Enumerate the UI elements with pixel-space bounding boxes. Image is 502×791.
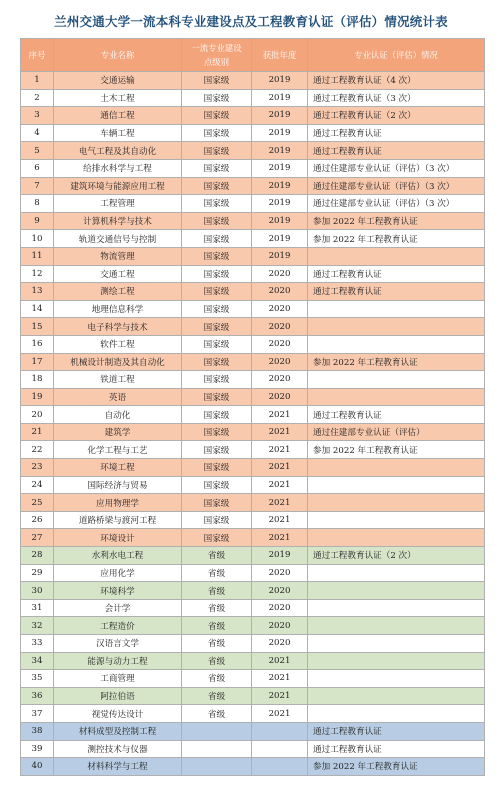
cell-no: 10 bbox=[21, 230, 54, 248]
cell-year: 2019 bbox=[252, 212, 308, 230]
cell-certification bbox=[308, 617, 485, 635]
cell-major-name: 建筑环境与能源应用工程 bbox=[54, 177, 182, 195]
cell-level bbox=[182, 722, 252, 740]
table-body bbox=[21, 72, 485, 776]
cell-major-name: 工程管理 bbox=[54, 195, 182, 213]
table-row bbox=[21, 705, 485, 723]
cell-level: 国家级 bbox=[182, 318, 252, 336]
cell-year: 2020 bbox=[252, 599, 308, 617]
cell-level: 国家级 bbox=[182, 212, 252, 230]
cell-certification: 参加 2022 年工程教育认证 bbox=[308, 230, 485, 248]
majors-table bbox=[20, 38, 485, 776]
cell-year: 2021 bbox=[252, 459, 308, 477]
cell-major-name: 机械设计制造及其自动化 bbox=[54, 353, 182, 371]
cell-year: 2021 bbox=[252, 652, 308, 670]
cell-certification: 参加 2022 年工程教育认证 bbox=[308, 441, 485, 459]
cell-no: 35 bbox=[21, 670, 54, 688]
cell-no: 2 bbox=[21, 89, 54, 107]
cell-certification bbox=[308, 652, 485, 670]
cell-year: 2021 bbox=[252, 406, 308, 424]
table-row bbox=[21, 547, 485, 565]
cell-certification: 通过工程教育认证 bbox=[308, 740, 485, 758]
table-row bbox=[21, 423, 485, 441]
cell-certification: 通过住建部专业认证（评估）（3 次） bbox=[308, 177, 485, 195]
cell-no: 16 bbox=[21, 335, 54, 353]
cell-level: 省级 bbox=[182, 599, 252, 617]
cell-no: 23 bbox=[21, 459, 54, 477]
cell-level: 国家级 bbox=[182, 124, 252, 142]
cell-major-name: 土木工程 bbox=[54, 89, 182, 107]
cell-no: 38 bbox=[21, 722, 54, 740]
cell-level: 省级 bbox=[182, 564, 252, 582]
cell-major-name: 材料科学与工程 bbox=[54, 758, 182, 776]
cell-level: 省级 bbox=[182, 547, 252, 565]
cell-level: 国家级 bbox=[182, 247, 252, 265]
cell-major-name: 计算机科学与技术 bbox=[54, 212, 182, 230]
cell-certification bbox=[308, 335, 485, 353]
cell-major-name: 交通运输 bbox=[54, 72, 182, 90]
cell-no: 37 bbox=[21, 705, 54, 723]
cell-level: 国家级 bbox=[182, 159, 252, 177]
table-row bbox=[21, 335, 485, 353]
cell-year: 2020 bbox=[252, 335, 308, 353]
cell-major-name: 水利水电工程 bbox=[54, 547, 182, 565]
cell-certification: 参加 2022 年工程教育认证 bbox=[308, 758, 485, 776]
cell-no: 33 bbox=[21, 635, 54, 653]
cell-no: 39 bbox=[21, 740, 54, 758]
cell-certification: 通过住建部专业认证（评估）（3 次） bbox=[308, 195, 485, 213]
table-row bbox=[21, 159, 485, 177]
table-row bbox=[21, 142, 485, 160]
cell-level: 国家级 bbox=[182, 441, 252, 459]
cell-no: 36 bbox=[21, 687, 54, 705]
cell-year: 2021 bbox=[252, 529, 308, 547]
cell-level: 国家级 bbox=[182, 230, 252, 248]
cell-major-name: 铁道工程 bbox=[54, 371, 182, 389]
cell-major-name: 建筑学 bbox=[54, 423, 182, 441]
cell-level: 国家级 bbox=[182, 423, 252, 441]
cell-major-name: 汉语言文学 bbox=[54, 635, 182, 653]
table-row bbox=[21, 124, 485, 142]
cell-no: 24 bbox=[21, 476, 54, 494]
cell-year: 2019 bbox=[252, 247, 308, 265]
cell-year: 2020 bbox=[252, 265, 308, 283]
table-row bbox=[21, 599, 485, 617]
cell-year: 2019 bbox=[252, 230, 308, 248]
header-name: 专业名称 bbox=[54, 39, 182, 72]
cell-level bbox=[182, 740, 252, 758]
cell-major-name: 环境设计 bbox=[54, 529, 182, 547]
cell-no: 4 bbox=[21, 124, 54, 142]
cell-major-name: 英语 bbox=[54, 388, 182, 406]
cell-no: 18 bbox=[21, 371, 54, 389]
table-row bbox=[21, 265, 485, 283]
cell-certification bbox=[308, 371, 485, 389]
table-row bbox=[21, 247, 485, 265]
cell-level: 国家级 bbox=[182, 511, 252, 529]
cell-level: 省级 bbox=[182, 582, 252, 600]
cell-level: 国家级 bbox=[182, 72, 252, 90]
cell-certification: 通过工程教育认证（2 次） bbox=[308, 107, 485, 125]
cell-no: 29 bbox=[21, 564, 54, 582]
cell-certification bbox=[308, 247, 485, 265]
cell-level: 省级 bbox=[182, 705, 252, 723]
cell-level: 国家级 bbox=[182, 300, 252, 318]
table-header bbox=[21, 39, 485, 72]
cell-certification bbox=[308, 529, 485, 547]
cell-year: 2021 bbox=[252, 705, 308, 723]
cell-certification: 通过住建部专业认证（评估） bbox=[308, 423, 485, 441]
table-row bbox=[21, 107, 485, 125]
cell-certification bbox=[308, 300, 485, 318]
header-year: 获批年度 bbox=[252, 39, 308, 72]
cell-certification bbox=[308, 511, 485, 529]
cell-year: 2020 bbox=[252, 617, 308, 635]
cell-year: 2020 bbox=[252, 635, 308, 653]
cell-year: 2021 bbox=[252, 670, 308, 688]
cell-major-name: 给排水科学与工程 bbox=[54, 159, 182, 177]
cell-no: 31 bbox=[21, 599, 54, 617]
cell-level: 国家级 bbox=[182, 89, 252, 107]
cell-major-name: 地理信息科学 bbox=[54, 300, 182, 318]
table-row bbox=[21, 511, 485, 529]
cell-major-name: 应用化学 bbox=[54, 564, 182, 582]
cell-major-name: 工程造价 bbox=[54, 617, 182, 635]
cell-no: 40 bbox=[21, 758, 54, 776]
cell-year: 2020 bbox=[252, 353, 308, 371]
table-row bbox=[21, 318, 485, 336]
table-row bbox=[21, 406, 485, 424]
table-row bbox=[21, 371, 485, 389]
cell-year bbox=[252, 722, 308, 740]
cell-major-name: 工商管理 bbox=[54, 670, 182, 688]
cell-no: 13 bbox=[21, 283, 54, 301]
cell-major-name: 国际经济与贸易 bbox=[54, 476, 182, 494]
cell-certification: 通过工程教育认证 bbox=[308, 406, 485, 424]
header-no: 序号 bbox=[21, 39, 54, 72]
cell-certification: 通过住建部专业认证（评估）（3 次） bbox=[308, 159, 485, 177]
cell-no: 30 bbox=[21, 582, 54, 600]
table-row bbox=[21, 72, 485, 90]
cell-certification bbox=[308, 459, 485, 477]
cell-major-name: 应用物理学 bbox=[54, 494, 182, 512]
table-row bbox=[21, 652, 485, 670]
cell-level: 省级 bbox=[182, 635, 252, 653]
cell-certification bbox=[308, 494, 485, 512]
cell-certification: 通过工程教育认证（2 次） bbox=[308, 547, 485, 565]
cell-no: 26 bbox=[21, 511, 54, 529]
cell-no: 9 bbox=[21, 212, 54, 230]
cell-major-name: 能源与动力工程 bbox=[54, 652, 182, 670]
cell-major-name: 环境工程 bbox=[54, 459, 182, 477]
cell-level bbox=[182, 758, 252, 776]
cell-major-name: 电气工程及其自动化 bbox=[54, 142, 182, 160]
cell-major-name: 物流管理 bbox=[54, 247, 182, 265]
cell-certification: 通过工程教育认证 bbox=[308, 722, 485, 740]
header-level-line2: 点级别 bbox=[203, 57, 230, 67]
cell-major-name: 视觉传达设计 bbox=[54, 705, 182, 723]
cell-certification bbox=[308, 599, 485, 617]
table-row bbox=[21, 722, 485, 740]
cell-year: 2020 bbox=[252, 371, 308, 389]
cell-major-name: 化学工程与工艺 bbox=[54, 441, 182, 459]
table-row bbox=[21, 230, 485, 248]
cell-no: 5 bbox=[21, 142, 54, 160]
cell-certification: 通过工程教育认证 bbox=[308, 142, 485, 160]
cell-major-name: 软件工程 bbox=[54, 335, 182, 353]
cell-certification: 通过工程教育认证 bbox=[308, 265, 485, 283]
cell-level: 国家级 bbox=[182, 406, 252, 424]
cell-level: 国家级 bbox=[182, 177, 252, 195]
cell-certification: 参加 2022 年工程教育认证 bbox=[308, 353, 485, 371]
cell-year: 2020 bbox=[252, 582, 308, 600]
cell-certification: 通过工程教育认证 bbox=[308, 124, 485, 142]
cell-certification: 通过工程教育认证（4 次） bbox=[308, 72, 485, 90]
cell-level: 国家级 bbox=[182, 142, 252, 160]
cell-year: 2020 bbox=[252, 318, 308, 336]
cell-year: 2019 bbox=[252, 124, 308, 142]
cell-level: 省级 bbox=[182, 617, 252, 635]
cell-no: 34 bbox=[21, 652, 54, 670]
cell-level: 省级 bbox=[182, 670, 252, 688]
header-level-line1: 一流专业建设 bbox=[191, 43, 242, 53]
table-row bbox=[21, 564, 485, 582]
cell-certification bbox=[308, 705, 485, 723]
table-row bbox=[21, 441, 485, 459]
cell-level: 国家级 bbox=[182, 195, 252, 213]
cell-level: 国家级 bbox=[182, 371, 252, 389]
cell-major-name: 材料成型及控制工程 bbox=[54, 722, 182, 740]
cell-year: 2021 bbox=[252, 476, 308, 494]
cell-major-name: 轨道交通信号与控制 bbox=[54, 230, 182, 248]
cell-year: 2019 bbox=[252, 142, 308, 160]
table-row bbox=[21, 687, 485, 705]
table-row bbox=[21, 353, 485, 371]
table-row bbox=[21, 476, 485, 494]
cell-major-name: 自动化 bbox=[54, 406, 182, 424]
cell-no: 25 bbox=[21, 494, 54, 512]
cell-certification bbox=[308, 564, 485, 582]
cell-certification bbox=[308, 476, 485, 494]
cell-certification bbox=[308, 318, 485, 336]
table-row bbox=[21, 758, 485, 776]
cell-certification bbox=[308, 670, 485, 688]
cell-no: 21 bbox=[21, 423, 54, 441]
cell-level: 国家级 bbox=[182, 107, 252, 125]
cell-no: 22 bbox=[21, 441, 54, 459]
cell-year bbox=[252, 740, 308, 758]
cell-level: 国家级 bbox=[182, 388, 252, 406]
cell-level: 国家级 bbox=[182, 494, 252, 512]
table-row bbox=[21, 494, 485, 512]
cell-year: 2021 bbox=[252, 511, 308, 529]
cell-year: 2020 bbox=[252, 388, 308, 406]
cell-major-name: 会计学 bbox=[54, 599, 182, 617]
cell-year: 2019 bbox=[252, 159, 308, 177]
table-row bbox=[21, 388, 485, 406]
cell-level: 国家级 bbox=[182, 283, 252, 301]
cell-year: 2019 bbox=[252, 177, 308, 195]
cell-year: 2019 bbox=[252, 89, 308, 107]
cell-no: 27 bbox=[21, 529, 54, 547]
cell-level: 国家级 bbox=[182, 353, 252, 371]
cell-no: 15 bbox=[21, 318, 54, 336]
cell-level: 国家级 bbox=[182, 459, 252, 477]
cell-major-name: 车辆工程 bbox=[54, 124, 182, 142]
header-row bbox=[21, 39, 485, 72]
cell-year: 2019 bbox=[252, 72, 308, 90]
cell-level: 国家级 bbox=[182, 529, 252, 547]
cell-year: 2021 bbox=[252, 423, 308, 441]
cell-major-name: 交通工程 bbox=[54, 265, 182, 283]
cell-no: 1 bbox=[21, 72, 54, 90]
cell-major-name: 环境科学 bbox=[54, 582, 182, 600]
cell-year: 2021 bbox=[252, 441, 308, 459]
cell-certification: 参加 2022 年工程教育认证 bbox=[308, 212, 485, 230]
cell-year: 2021 bbox=[252, 494, 308, 512]
cell-level: 国家级 bbox=[182, 335, 252, 353]
cell-level: 省级 bbox=[182, 652, 252, 670]
table-row bbox=[21, 670, 485, 688]
cell-year: 2019 bbox=[252, 107, 308, 125]
cell-year: 2019 bbox=[252, 547, 308, 565]
cell-major-name: 测绘工程 bbox=[54, 283, 182, 301]
cell-year: 2020 bbox=[252, 300, 308, 318]
table-row bbox=[21, 300, 485, 318]
cell-certification bbox=[308, 388, 485, 406]
cell-certification: 通过工程教育认证（3 次） bbox=[308, 89, 485, 107]
page-title: 兰州交通大学一流本科专业建设点及工程教育认证（评估）情况统计表 bbox=[54, 14, 448, 29]
table-row bbox=[21, 617, 485, 635]
cell-certification bbox=[308, 582, 485, 600]
cell-major-name: 电子科学与技术 bbox=[54, 318, 182, 336]
cell-year: 2020 bbox=[252, 283, 308, 301]
cell-major-name: 阿拉伯语 bbox=[54, 687, 182, 705]
table-row bbox=[21, 283, 485, 301]
cell-year bbox=[252, 758, 308, 776]
table-row bbox=[21, 529, 485, 547]
cell-no: 12 bbox=[21, 265, 54, 283]
cell-level: 国家级 bbox=[182, 265, 252, 283]
cell-no: 14 bbox=[21, 300, 54, 318]
cell-no: 19 bbox=[21, 388, 54, 406]
cell-no: 3 bbox=[21, 107, 54, 125]
table-row bbox=[21, 582, 485, 600]
cell-no: 8 bbox=[21, 195, 54, 213]
cell-no: 7 bbox=[21, 177, 54, 195]
table-row bbox=[21, 459, 485, 477]
cell-no: 28 bbox=[21, 547, 54, 565]
cell-no: 32 bbox=[21, 617, 54, 635]
cell-no: 17 bbox=[21, 353, 54, 371]
cell-no: 20 bbox=[21, 406, 54, 424]
table-row bbox=[21, 212, 485, 230]
cell-year: 2019 bbox=[252, 195, 308, 213]
cell-certification bbox=[308, 687, 485, 705]
cell-year: 2020 bbox=[252, 564, 308, 582]
header-cert: 专业认证（评估）情况 bbox=[308, 39, 485, 72]
table-row bbox=[21, 89, 485, 107]
cell-certification: 通过工程教育认证 bbox=[308, 283, 485, 301]
cell-major-name: 测控技术与仪器 bbox=[54, 740, 182, 758]
table-row bbox=[21, 740, 485, 758]
cell-level: 省级 bbox=[182, 687, 252, 705]
cell-level: 国家级 bbox=[182, 476, 252, 494]
table-row bbox=[21, 635, 485, 653]
cell-major-name: 道路桥梁与渡河工程 bbox=[54, 511, 182, 529]
table-row bbox=[21, 195, 485, 213]
header-level bbox=[182, 39, 252, 72]
table-row bbox=[21, 177, 485, 195]
cell-year: 2021 bbox=[252, 687, 308, 705]
cell-no: 11 bbox=[21, 247, 54, 265]
cell-no: 6 bbox=[21, 159, 54, 177]
cell-certification bbox=[308, 635, 485, 653]
cell-major-name: 通信工程 bbox=[54, 107, 182, 125]
